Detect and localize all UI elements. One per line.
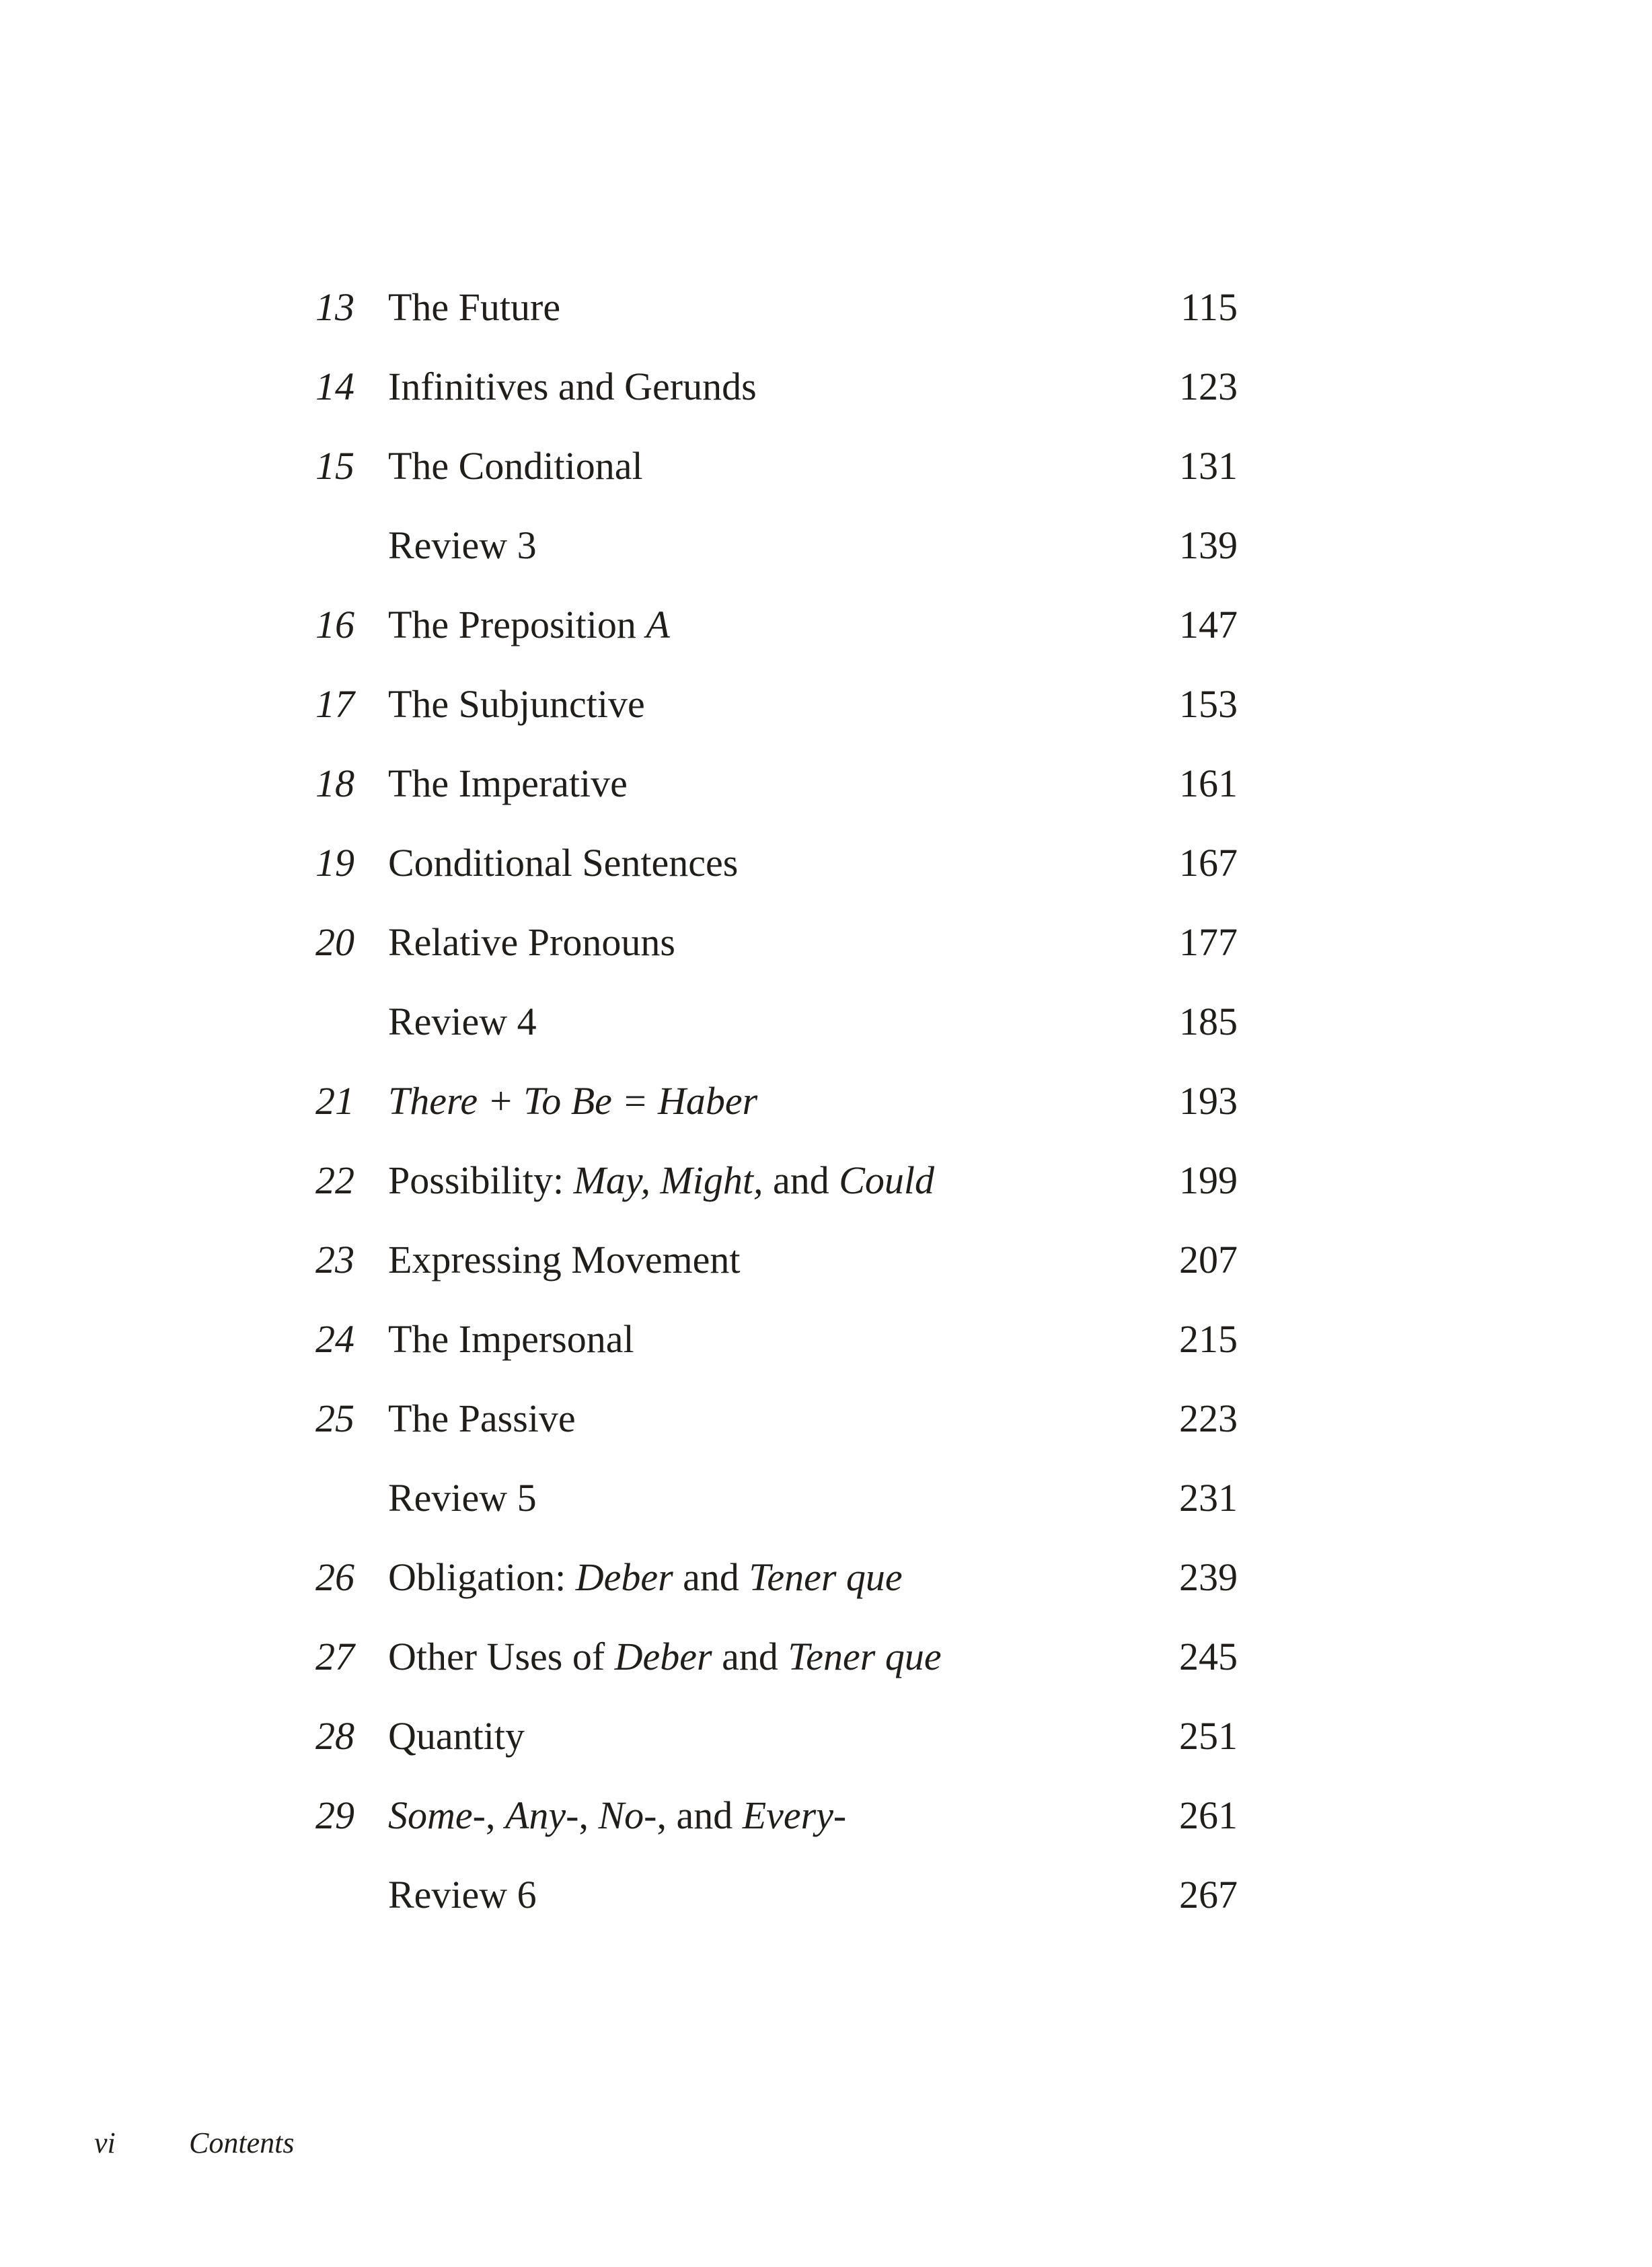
toc-page-number: 147 (1179, 603, 1238, 646)
toc-page-number: 161 (1179, 761, 1238, 805)
toc-title: The Subjunctive (388, 682, 645, 726)
toc-page-number: 245 (1179, 1635, 1238, 1678)
toc-title: Infinitives and Gerunds (388, 365, 757, 408)
toc-chapter-number: 25 (315, 1397, 354, 1440)
toc-page-number: 167 (1179, 841, 1238, 885)
toc-chapter-number: 14 (315, 365, 354, 408)
toc-row (0, 1538, 1652, 1617)
toc-page-number: 215 (1179, 1317, 1238, 1361)
toc-page-number: 185 (1179, 1000, 1238, 1043)
toc-chapter-number: 18 (315, 761, 354, 805)
toc-page-number: 177 (1179, 920, 1238, 964)
table-of-contents (0, 268, 1652, 1935)
toc-chapter-number: 26 (315, 1555, 354, 1599)
toc-page-number: 223 (1179, 1397, 1238, 1440)
toc-page-number: 239 (1179, 1555, 1238, 1599)
toc-page-number: 123 (1179, 365, 1238, 408)
toc-row (0, 744, 1652, 823)
toc-chapter-number: 28 (315, 1714, 354, 1758)
running-head-title: Contents (189, 2126, 295, 2159)
toc-row (0, 268, 1652, 347)
toc-title: Expressing Movement (388, 1238, 741, 1281)
toc-page-number: 231 (1179, 1476, 1238, 1520)
toc-chapter-number: 17 (315, 682, 354, 726)
toc-row (0, 506, 1652, 585)
toc-title: Quantity (388, 1714, 525, 1758)
toc-row (0, 1855, 1652, 1935)
toc-row (0, 665, 1652, 744)
toc-chapter-number: 24 (315, 1317, 354, 1361)
toc-row (0, 1697, 1652, 1776)
toc-row (0, 1776, 1652, 1855)
toc-title: Some-, Any-, No-, and Every- (388, 1793, 847, 1837)
toc-chapter-number: 13 (315, 285, 354, 329)
toc-chapter-number: 22 (315, 1158, 354, 1202)
toc-page-number: 267 (1179, 1873, 1238, 1917)
toc-title: Review 3 (388, 523, 537, 567)
toc-page-number: 193 (1179, 1079, 1238, 1123)
toc-row (0, 585, 1652, 665)
toc-title: There + To Be = Haber (388, 1079, 758, 1123)
toc-chapter-number: 16 (315, 603, 354, 646)
toc-row (0, 903, 1652, 982)
toc-title: The Impersonal (388, 1317, 634, 1361)
toc-page-number: 115 (1180, 285, 1238, 329)
toc-page-number: 199 (1179, 1158, 1238, 1202)
toc-chapter-number: 15 (315, 444, 354, 488)
toc-title: The Conditional (388, 444, 643, 488)
toc-title: The Preposition A (388, 603, 670, 646)
toc-row (0, 1617, 1652, 1697)
toc-title: Review 5 (388, 1476, 537, 1520)
page-footer (0, 2126, 1652, 2173)
toc-page-number: 153 (1179, 682, 1238, 726)
toc-page-number: 261 (1179, 1793, 1238, 1837)
folio-page-number: vi (94, 2126, 116, 2159)
toc-page-number: 251 (1179, 1714, 1238, 1758)
toc-title: The Future (388, 285, 561, 329)
toc-row (0, 1379, 1652, 1458)
toc-page-number: 207 (1179, 1238, 1238, 1281)
toc-row (0, 982, 1652, 1062)
toc-row (0, 1300, 1652, 1379)
toc-title: Relative Pronouns (388, 920, 675, 964)
toc-row (0, 1141, 1652, 1220)
toc-row (0, 347, 1652, 426)
toc-row (0, 823, 1652, 903)
toc-title: The Passive (388, 1397, 576, 1440)
toc-title: Obligation: Deber and Tener que (388, 1555, 903, 1599)
toc-chapter-number: 19 (315, 841, 354, 885)
toc-title: Review 6 (388, 1873, 537, 1917)
toc-row (0, 1220, 1652, 1300)
toc-chapter-number: 20 (315, 920, 354, 964)
toc-row (0, 1458, 1652, 1538)
toc-chapter-number: 27 (315, 1635, 354, 1678)
toc-title: Possibility: May, Might, and Could (388, 1158, 935, 1202)
toc-title: The Imperative (388, 761, 628, 805)
toc-page-number: 139 (1179, 523, 1238, 567)
toc-row (0, 1062, 1652, 1141)
toc-chapter-number: 23 (315, 1238, 354, 1281)
toc-chapter-number: 21 (315, 1079, 354, 1123)
toc-title: Other Uses of Deber and Tener que (388, 1635, 942, 1678)
toc-title: Conditional Sentences (388, 841, 739, 885)
toc-title: Review 4 (388, 1000, 537, 1043)
toc-page-number: 131 (1179, 444, 1238, 488)
toc-chapter-number: 29 (315, 1793, 354, 1837)
toc-row (0, 426, 1652, 506)
